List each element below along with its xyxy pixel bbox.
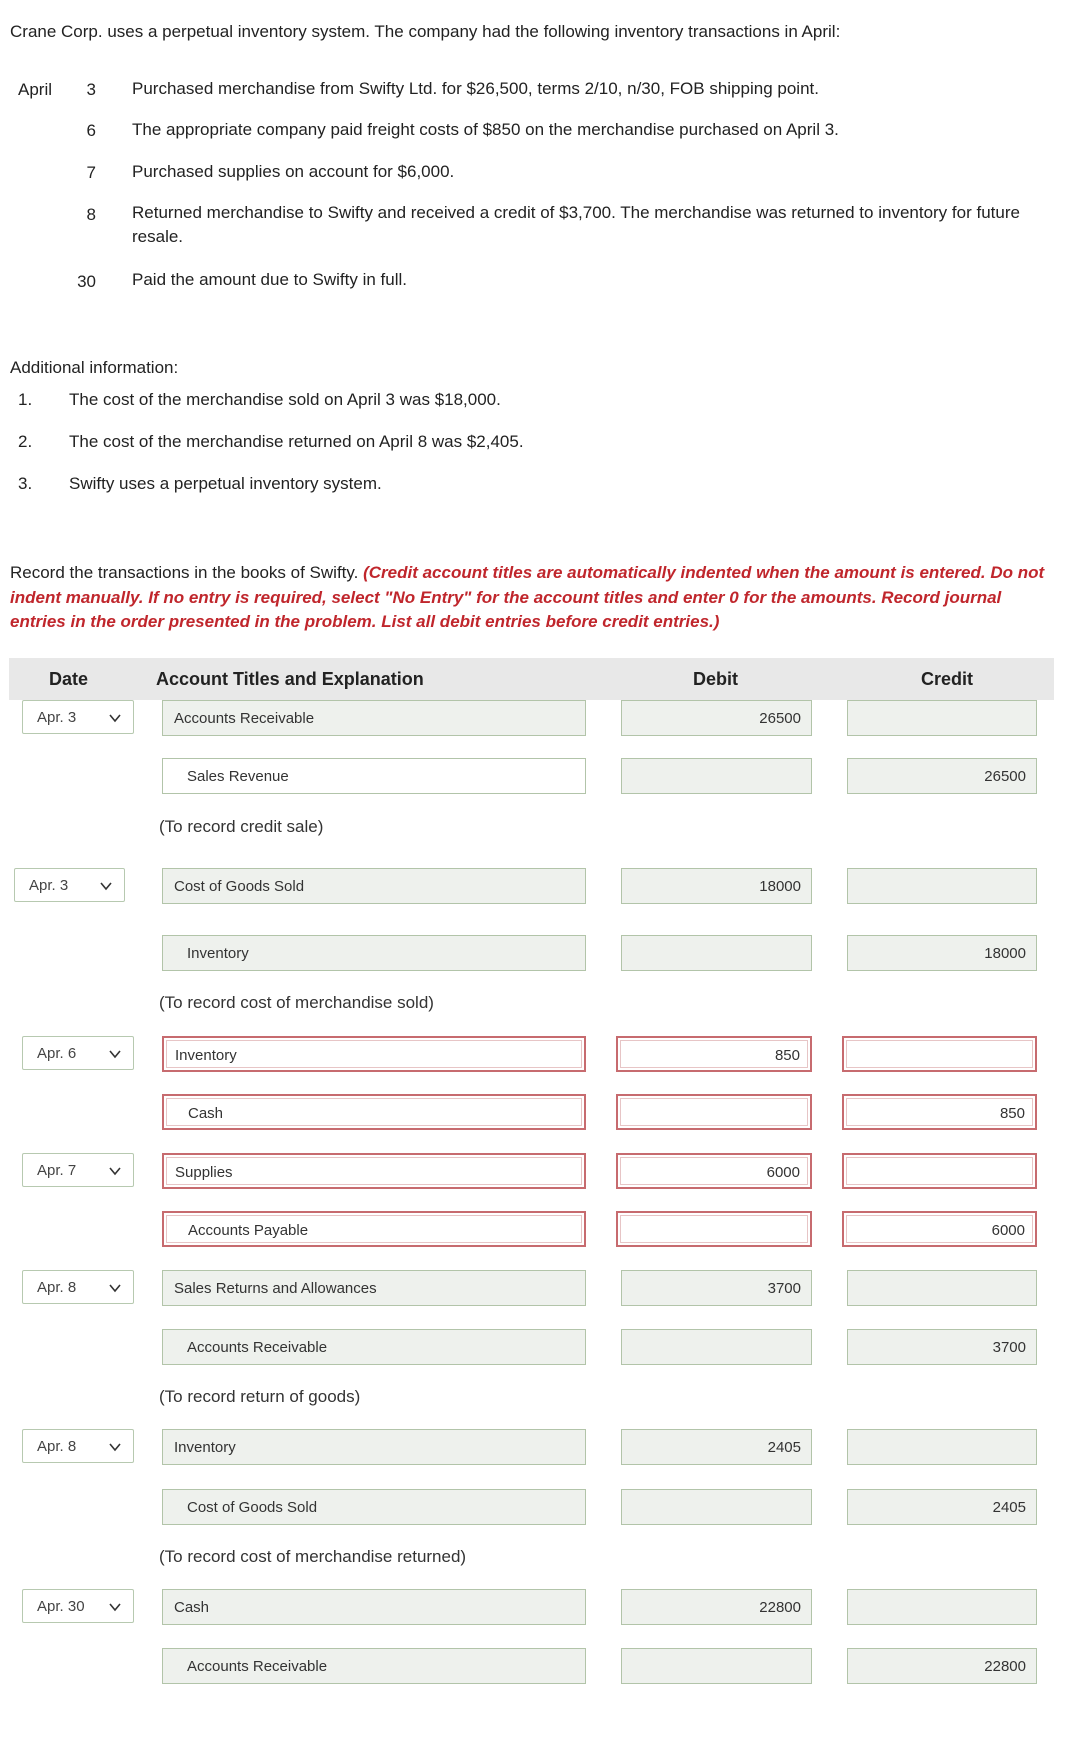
- instructions-plain: Record the transactions in the books of Swifty.: [10, 563, 364, 582]
- additional-info-title: Additional information:: [10, 358, 179, 377]
- date-select[interactable]: [22, 1270, 134, 1304]
- transaction-day: 8: [86, 205, 96, 224]
- transaction-day: 30: [77, 272, 96, 291]
- chevron-down-icon: [109, 1601, 121, 1613]
- debit-account-field[interactable]: Sales Returns and Allowances: [162, 1270, 586, 1306]
- credit-amount-field[interactable]: 6000: [842, 1211, 1037, 1247]
- credit-amount-field[interactable]: 18000: [847, 935, 1037, 971]
- chevron-down-icon: [100, 880, 112, 892]
- debit-amount-field[interactable]: 3700: [621, 1270, 812, 1306]
- instructions: [10, 561, 1050, 635]
- additional-text: The cost of the merchandise sold on April 3 was $18,000.: [69, 390, 501, 409]
- credit-amount-field[interactable]: [842, 1153, 1037, 1189]
- credit-account-field[interactable]: Cost of Goods Sold: [162, 1489, 586, 1525]
- debit-account-field[interactable]: Accounts Receivable: [162, 700, 586, 736]
- debit-amount-field[interactable]: [616, 1094, 812, 1130]
- debit-amount-field[interactable]: 6000: [616, 1153, 812, 1189]
- chevron-down-icon: [109, 712, 121, 724]
- debit-account-field[interactable]: Inventory: [162, 1036, 586, 1072]
- date-select[interactable]: [22, 1429, 134, 1463]
- debit-account-field[interactable]: Cost of Goods Sold: [162, 868, 586, 904]
- date-select-value: Apr. 6: [37, 1045, 77, 1062]
- debit-account-field[interactable]: Inventory: [162, 1429, 586, 1465]
- entry-explanation: (To record cost of merchandise returned): [159, 1547, 467, 1566]
- additional-num: 2.: [18, 432, 33, 451]
- debit-amount-field[interactable]: 850: [616, 1036, 812, 1072]
- additional-text: Swifty uses a perpetual inventory system.: [69, 474, 382, 493]
- date-select[interactable]: [22, 1589, 134, 1623]
- debit-column-header: Debit: [693, 669, 738, 689]
- credit-amount-field[interactable]: 22800: [847, 1648, 1037, 1684]
- debit-amount-field[interactable]: [621, 1329, 812, 1365]
- credit-account-field[interactable]: Accounts Receivable: [162, 1329, 586, 1365]
- date-select-value: Apr. 8: [37, 1438, 77, 1455]
- credit-amount-field[interactable]: 2405: [847, 1489, 1037, 1525]
- debit-account-field[interactable]: Supplies: [162, 1153, 586, 1189]
- credit-amount-field[interactable]: [847, 1589, 1037, 1625]
- date-select[interactable]: [22, 1036, 134, 1070]
- debit-account-field[interactable]: Cash: [162, 1589, 586, 1625]
- credit-account-field[interactable]: Accounts Payable: [162, 1211, 586, 1247]
- problem-intro: Crane Corp. uses a perpetual inventory system. The company had the following inventory transactions in April:: [10, 22, 841, 41]
- debit-amount-field[interactable]: [621, 758, 812, 794]
- transaction-text: The appropriate company paid freight costs of $850 on the merchandise purchased on April 3.: [132, 120, 839, 139]
- debit-amount-field[interactable]: [621, 935, 812, 971]
- credit-amount-field[interactable]: 26500: [847, 758, 1037, 794]
- date-select-value: Apr. 3: [37, 709, 77, 726]
- credit-amount-field[interactable]: [842, 1036, 1037, 1072]
- transaction-month: April: [18, 80, 53, 99]
- credit-amount-field[interactable]: [847, 700, 1037, 736]
- chevron-down-icon: [109, 1048, 121, 1060]
- credit-column-header: Credit: [921, 669, 974, 689]
- debit-amount-field[interactable]: 18000: [621, 868, 812, 904]
- debit-amount-field[interactable]: [621, 1489, 812, 1525]
- credit-amount-field[interactable]: 3700: [847, 1329, 1037, 1365]
- transaction-text: Returned merchandise to Swifty and received a credit of $3,700. The merchandise was returned to inventory for future resale.: [132, 203, 1020, 246]
- credit-amount-field[interactable]: 850: [842, 1094, 1037, 1130]
- date-column-header: Date: [49, 669, 89, 689]
- additional-num: 3.: [18, 474, 33, 493]
- credit-account-field[interactable]: Inventory: [162, 935, 586, 971]
- date-select-value: Apr. 30: [37, 1598, 85, 1615]
- additional-text: The cost of the merchandise returned on April 8 was $2,405.: [69, 432, 524, 451]
- chevron-down-icon: [109, 1441, 121, 1453]
- credit-account-field[interactable]: Cash: [162, 1094, 586, 1130]
- entry-explanation: (To record return of goods): [159, 1387, 361, 1406]
- date-select-value: Apr. 8: [37, 1279, 77, 1296]
- date-select[interactable]: [22, 1153, 134, 1187]
- debit-amount-field[interactable]: 22800: [621, 1589, 812, 1625]
- date-select[interactable]: [14, 868, 125, 902]
- date-select[interactable]: [22, 700, 134, 734]
- credit-amount-field[interactable]: [847, 868, 1037, 904]
- account-column-header: Account Titles and Explanation: [156, 669, 424, 689]
- debit-amount-field[interactable]: [621, 1648, 812, 1684]
- entry-explanation: (To record cost of merchandise sold): [159, 993, 434, 1012]
- transaction-day: 6: [86, 121, 96, 140]
- date-select-value: Apr. 3: [29, 877, 69, 894]
- transaction-text: Purchased merchandise from Swifty Ltd. for $26,500, terms 2/10, n/30, FOB shipping point.: [132, 79, 819, 98]
- credit-amount-field[interactable]: [847, 1270, 1037, 1306]
- debit-amount-field[interactable]: 26500: [621, 700, 812, 736]
- entry-explanation: (To record credit sale): [159, 817, 324, 836]
- transaction-day: 3: [86, 80, 96, 99]
- debit-amount-field[interactable]: 2405: [621, 1429, 812, 1465]
- transaction-day: 7: [86, 163, 96, 182]
- credit-account-field[interactable]: Sales Revenue: [162, 758, 586, 794]
- debit-amount-field[interactable]: [616, 1211, 812, 1247]
- instructions-note: (Credit account titles are automatically indented when the amount is entered. Do not indent manually. If no entry is required, select "No Entry" for the account titles and enter 0 for the amounts. Record journal entries in the order presented in the problem. List all debit entries before credit entries.): [10, 563, 1045, 631]
- additional-num: 1.: [18, 390, 33, 409]
- chevron-down-icon: [109, 1282, 121, 1294]
- transaction-text: Paid the amount due to Swifty in full.: [132, 270, 407, 289]
- transaction-text: Purchased supplies on account for $6,000.: [132, 162, 455, 181]
- credit-account-field[interactable]: Accounts Receivable: [162, 1648, 586, 1684]
- journal-table-header: [9, 658, 1054, 700]
- chevron-down-icon: [109, 1165, 121, 1177]
- credit-amount-field[interactable]: [847, 1429, 1037, 1465]
- date-select-value: Apr. 7: [37, 1162, 77, 1179]
